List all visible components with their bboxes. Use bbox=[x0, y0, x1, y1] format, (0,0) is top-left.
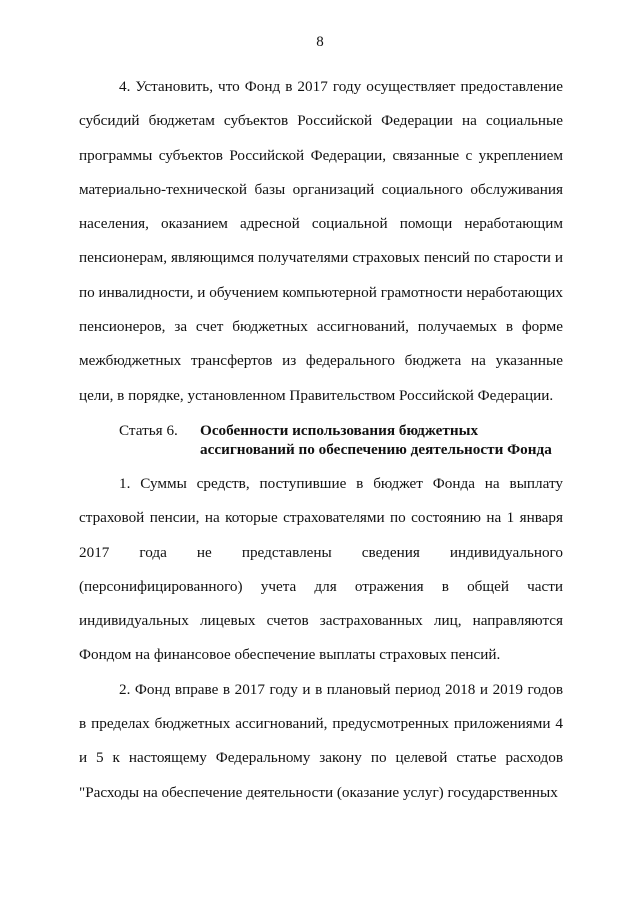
page-number: 8 bbox=[316, 34, 324, 50]
document-body bbox=[79, 70, 563, 810]
paragraph-item-1: 1. Суммы средств, поступившие в бюджет Фонда на выплату страховой пенсии, на которые страхователями по состоянию на 1 января 2017 года не представлены сведения индивидуального (персонифицированного) учета для отражения в общей части индивидуальных лицевых счетов застрахованных лиц, направляются Фондом на финансовое обеспечение выплаты страховых пенсий. bbox=[79, 474, 563, 664]
paragraph-item-4: 4. Установить, что Фонд в 2017 году осуществляет предоставление субсидий бюджетам субъектов Российской Федерации на социальные программы субъектов Российской Федерации, связанные с укреплением материально-технической базы организаций социального обслуживания населения, оказанием адресной социальной помощи неработающим пенсионерам, являющимся получателями страховых пенсий по старости и по инвалидности, и обучением компьютерной грамотности неработающих пенсионеров, за счет бюджетных ассигнований, получаемых в форме межбюджетных трансфертов из федерального бюджета на указанные цели, в порядке, установленном Правительством Российской Федерации. bbox=[79, 78, 563, 404]
article-title bbox=[200, 421, 563, 459]
article-title-line-2: ассигнований по обеспечению деятельности Фонда bbox=[200, 440, 552, 458]
article-label: Статья 6. bbox=[119, 421, 178, 439]
paragraph-item-2: 2. Фонд вправе в 2017 году и в плановый период 2018 и 2019 годов в пределах бюджетных ассигнований, предусмотренных приложениями 4 и 5 к настоящему Федеральному закону по целевой статье расходов "Расходы на обеспечение деятельности (оказание услуг) государственных bbox=[79, 680, 563, 801]
article-title-line-1: Особенности использования бюджетных bbox=[200, 421, 479, 439]
article-heading bbox=[79, 421, 563, 459]
